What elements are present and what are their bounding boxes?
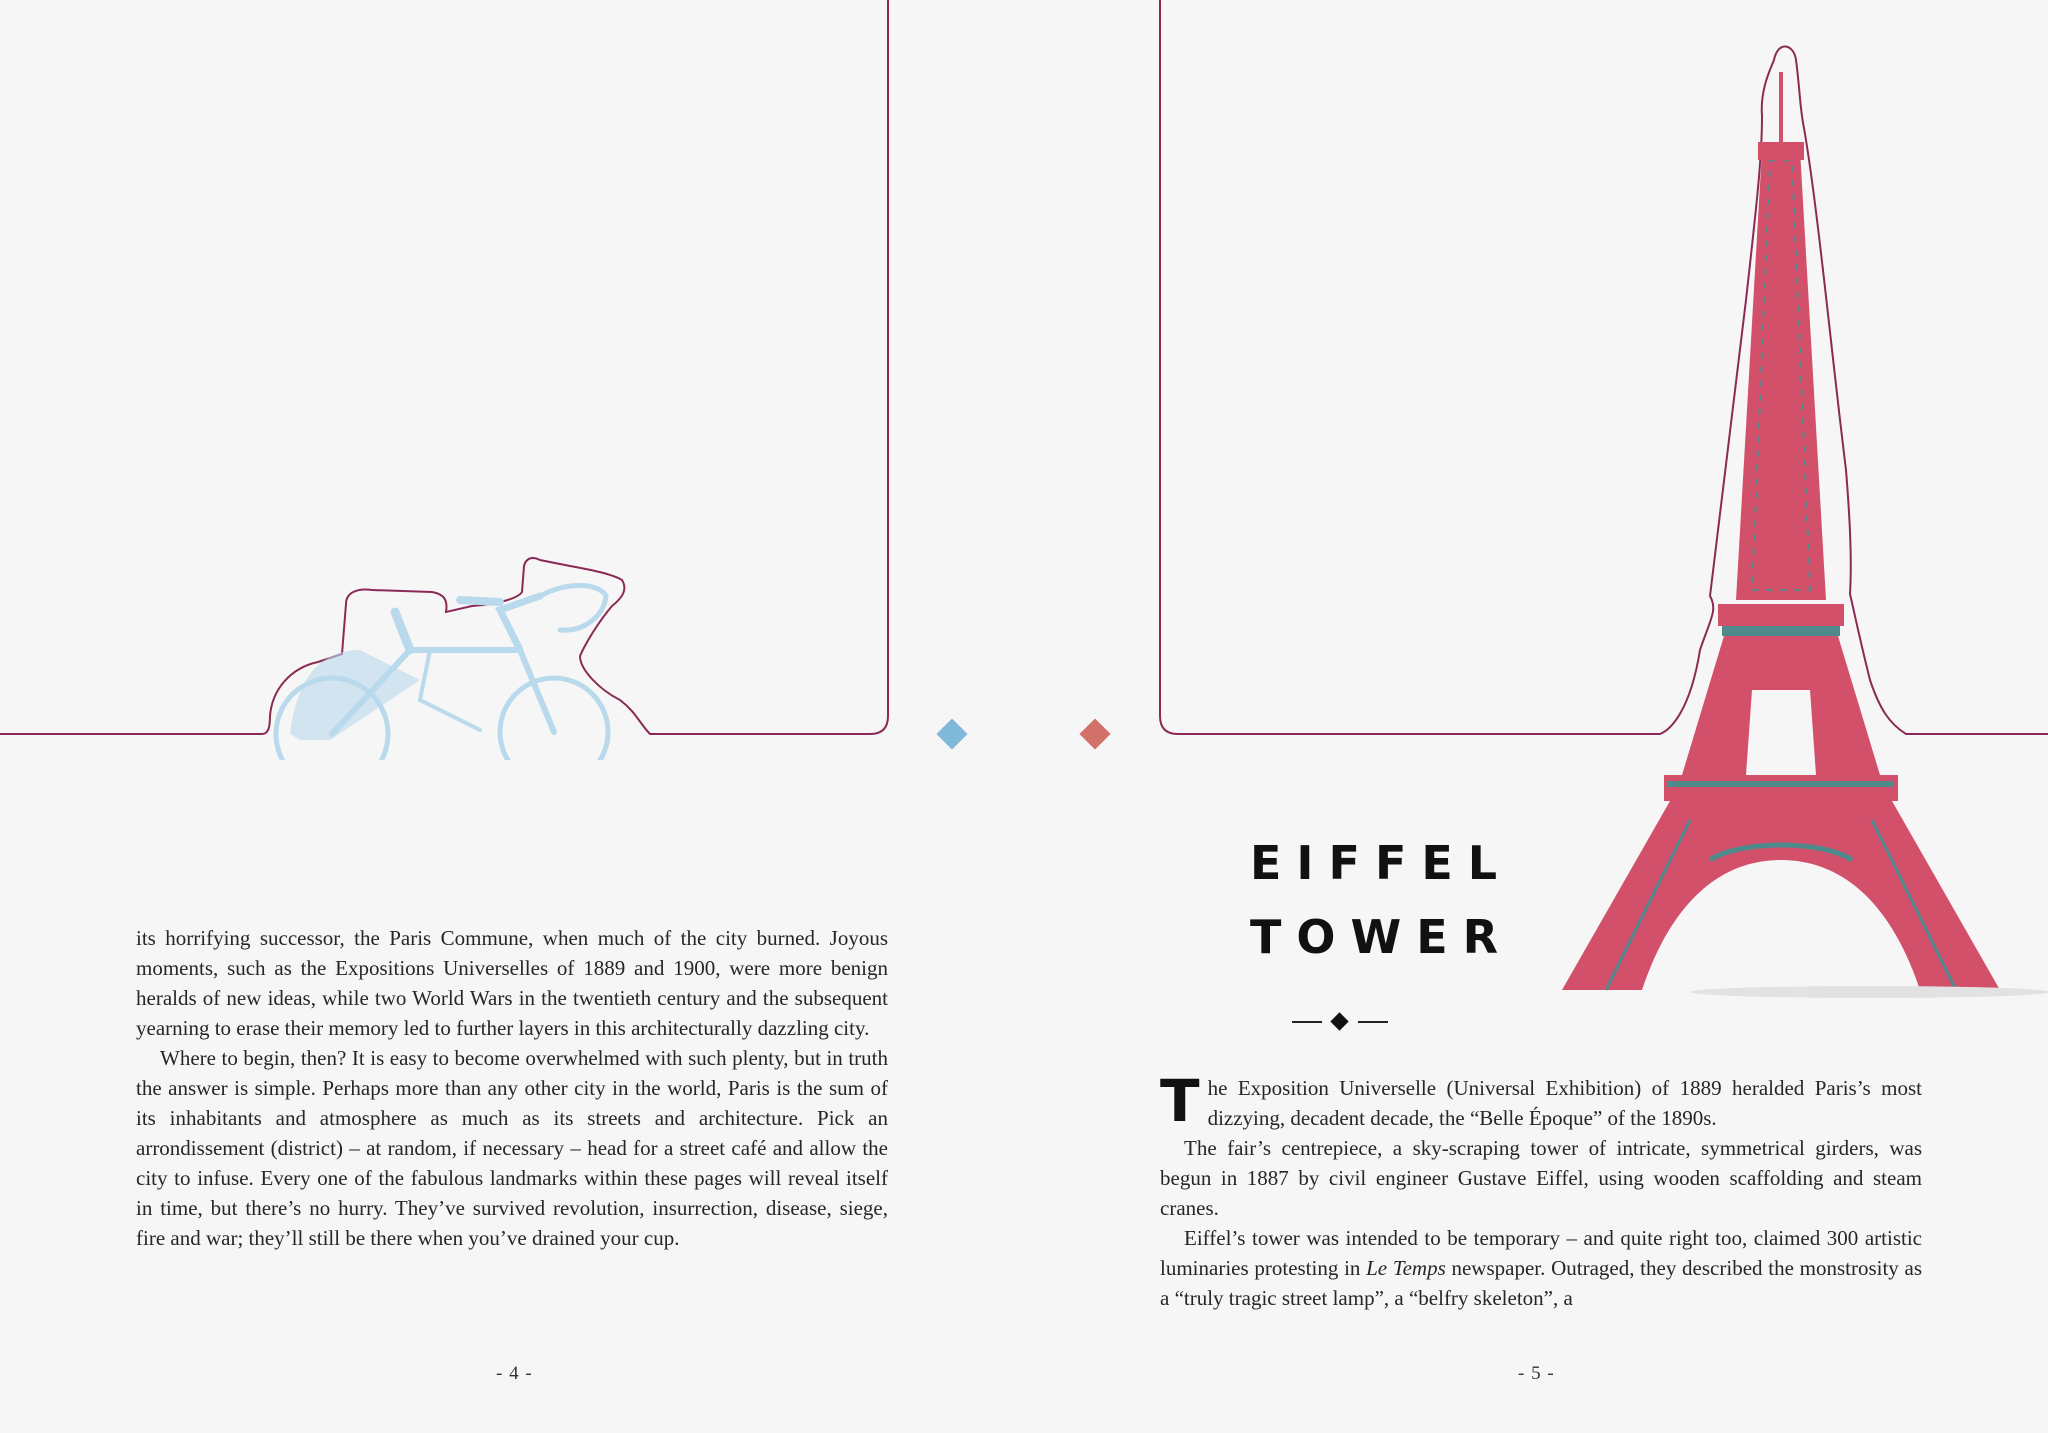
left-paragraph-2: Where to begin, then? It is easy to become overwhelmed with such plenty, but in truth the answer is simple. Perhaps more than any other city in the world, Paris is the sum of its inhabitants and atmosphere as much as its streets and architecture. Pick an arrondissement (district) – at random, if necessary – head for a street café and allow the city to infuse. Every one of the fabulous landmarks within these pages will reveal itself in time, but there’s no hurry. They’ve survived revolution, insurrection, disease, siege, fire and war; they’ll still be there when you’ve drained your cup. (136, 1046, 888, 1250)
left-page-number: - 4 - (496, 1363, 533, 1384)
right-page (1010, 0, 2048, 1433)
drop-cap: T (1160, 1067, 1200, 1135)
title-eiffel: EIFFEL (1250, 836, 1513, 890)
left-paragraph-1: its horrifying successor, the Paris Commune, when much of the city burned. Joyous moments, such as the Expositions Universelles of 1889 and 1900, were more benign heralds of new ideas, while two World Wars in the twentieth century and the subsequent yearning to erase their memory led to further layers in this architecturally dazzling city. (136, 926, 888, 1040)
right-paragraph-2: The fair’s centrepiece, a sky-scraping tower of intricate, symmetrical girders, was begun in 1887 by civil engineer Gustave Eiffel, using wooden scaffolding and steam cranes. (1160, 1136, 1922, 1220)
eiffel-tower-icon (1562, 72, 2048, 998)
title-tower: TOWER (1250, 910, 1514, 964)
right-paragraph-3: Eiffel’s tower was intended to be temporary – and quite right too, claimed 300 artistic luminaries protesting in Le Temps newspaper. Outraged, they described the monstrosity as a “truly tragic street lamp”, a “belfry skeleton”, a (1160, 1226, 1922, 1310)
left-page (0, 0, 1010, 1433)
right-page-number: - 5 - (1518, 1363, 1555, 1384)
right-body-text (1160, 1067, 1922, 1313)
title-ornament (1280, 1010, 1420, 1034)
right-paragraph-1: The Exposition Universelle (Universal Exhibition) of 1889 heralded Paris’s most dizzying, decadent decade, the “Belle Époque” of the 1890s. (1160, 1067, 1922, 1135)
left-body-text (136, 923, 888, 1253)
left-page-frame (0, 0, 1010, 760)
right-page-frame (1010, 0, 2048, 1000)
